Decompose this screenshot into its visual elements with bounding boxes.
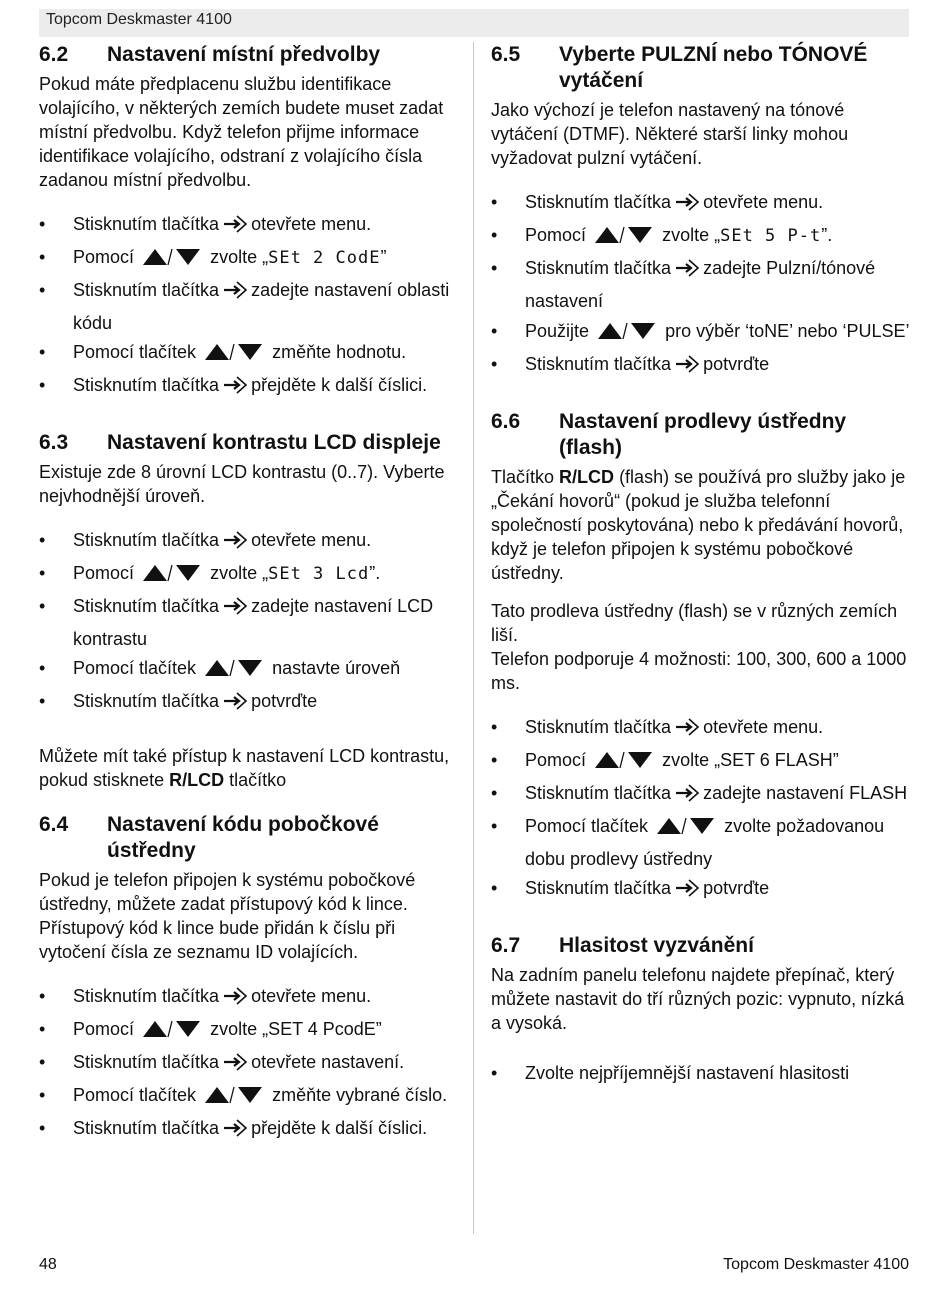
section-title: Hlasitost vyzvánění xyxy=(559,934,754,957)
up-down-triangle-icon xyxy=(656,816,716,845)
steps-list xyxy=(491,1059,911,1088)
menu-arrow-icon xyxy=(222,691,248,720)
list-item: • Pomocí tlačítek nastavte úroveň xyxy=(39,654,457,687)
list-item: • Stisknutím tlačítka otevřete menu. xyxy=(491,713,911,746)
section-intro: Jako výchozí je telefon nastavený na tónové vytáčení (DTMF). Některé starší linky mohou vyžadovat pulzní vytáčení. xyxy=(491,100,849,168)
section-heading xyxy=(39,812,457,864)
list-item: • Stisknutím tlačítka přejděte k další číslici. xyxy=(39,371,457,404)
section-heading xyxy=(39,430,457,456)
section-title: Nastavení prodlevy ústředny (flash) xyxy=(559,410,847,459)
list-item: • Stisknutím tlačítka otevřete menu. xyxy=(39,210,457,243)
section-number: 6.6 xyxy=(491,410,521,433)
list-item: • Pomocí tlačítek změňte vybrané číslo. xyxy=(39,1081,457,1114)
menu-arrow-icon xyxy=(674,717,700,746)
section-6-5 xyxy=(491,42,911,383)
list-item: • Stisknutím tlačítka zadejte nastavení oblasti kódu xyxy=(39,276,457,338)
section-note: Můžete mít také přístup k nastavení LCD kontrastu, pokud stisknete R/LCD tlačítko xyxy=(39,746,450,790)
section-heading xyxy=(491,409,911,461)
section-intro: Na zadním panelu telefonu najdete přepínač, který můžete nastavit do tří různých pozic: vypnuto, nízká a vysoká. xyxy=(491,965,905,1033)
section-heading xyxy=(491,42,911,94)
steps-list xyxy=(39,982,457,1147)
menu-arrow-icon xyxy=(674,783,700,812)
list-item: • Stisknutím tlačítka potvrďte xyxy=(491,874,911,907)
section-intro: Existuje zde 8 úrovní LCD kontrastu (0..7). Vyberte nejvhodnější úroveň. xyxy=(39,462,445,506)
list-item: • Pomocí zvolte „SET 6 FLASH” xyxy=(491,746,911,779)
up-down-triangle-icon xyxy=(142,247,202,276)
list-item: • Stisknutím tlačítka přejděte k další číslici. xyxy=(39,1114,457,1147)
section-paragraph: Telefon podporuje 4 možnosti: 100, 300, 600 a 1000 ms. xyxy=(491,649,907,693)
column-divider xyxy=(473,42,474,1234)
section-6-4 xyxy=(39,812,457,1147)
list-item: • Stisknutím tlačítka zadejte nastavení LCD kontrastu xyxy=(39,592,457,654)
list-item: • Stisknutím tlačítka otevřete menu. xyxy=(39,526,457,559)
section-intro: Pokud máte předplacenu službu identifikace volajícího, v některých zemích budete muset zadat místní předvolbu. Když telefon přijme informace identifikace volajícího, odstraní z volajícího čísla zadanou místní předvolbu. xyxy=(39,74,444,190)
menu-arrow-icon xyxy=(222,1052,248,1081)
list-item: • Stisknutím tlačítka otevřete menu. xyxy=(39,982,457,1015)
section-intro: Tlačítko R/LCD (flash) se používá pro služby jako je „Čekání hovorů“ (pokud je služba telefonní společností poskytována) nebo k předávání hovorů, když je telefon připojen k systému pobočkové ústředny. xyxy=(491,467,906,583)
section-number: 6.7 xyxy=(491,934,521,957)
section-heading xyxy=(491,933,911,959)
list-item: • Zvolte nejpříjemnější nastavení hlasitosti xyxy=(491,1059,911,1088)
menu-arrow-icon xyxy=(222,986,248,1015)
menu-arrow-icon xyxy=(674,354,700,383)
section-number: 6.5 xyxy=(491,43,521,66)
steps-list xyxy=(39,526,457,720)
section-6-7 xyxy=(491,933,911,1088)
list-item: • Pomocí tlačítek změňte hodnotu. xyxy=(39,338,457,371)
up-down-triangle-icon xyxy=(597,321,657,347)
up-down-triangle-icon xyxy=(142,563,202,592)
header-title: Topcom Deskmaster 4100 xyxy=(46,11,232,28)
up-down-triangle-icon xyxy=(142,1019,202,1048)
list-item: • Stisknutím tlačítka otevřete nastavení. xyxy=(39,1048,457,1081)
up-down-triangle-icon xyxy=(204,342,264,371)
up-down-triangle-icon xyxy=(594,225,654,254)
section-title: Nastavení kontrastu LCD displeje xyxy=(107,431,441,454)
menu-arrow-icon xyxy=(222,280,248,309)
lcd-text: SEt 5 P-t xyxy=(720,226,822,246)
footer-title: Topcom Deskmaster 4100 xyxy=(723,1256,909,1273)
list-item: • Pomocí zvolte „SET 4 PcodE” xyxy=(39,1015,457,1048)
steps-list xyxy=(491,713,911,907)
page-header xyxy=(39,9,909,37)
section-number: 6.2 xyxy=(39,43,69,66)
section-6-2 xyxy=(39,42,457,404)
up-down-triangle-icon xyxy=(204,1085,264,1114)
section-title: Nastavení místní předvolby xyxy=(107,43,381,66)
menu-arrow-icon xyxy=(674,878,700,907)
menu-arrow-icon xyxy=(222,214,248,243)
menu-arrow-icon xyxy=(222,530,248,559)
section-intro: Pokud je telefon připojen k systému pobočkové ústředny, můžete zadat přístupový kód k lince. Přístupový kód k lince bude přidán k číslu při vytočení čísla ze seznamu ID volajících. xyxy=(39,870,416,962)
list-item: • Stisknutím tlačítka zadejte Pulzní/tónové nastavení xyxy=(491,254,911,316)
list-item: • Pomocí tlačítek zvolte požadovanou dobu prodlevy ústředny xyxy=(491,812,911,874)
steps-list xyxy=(39,210,457,404)
section-paragraph: Tato prodleva ústředny (flash) se v různých zemích liší. xyxy=(491,601,898,645)
right-column xyxy=(491,42,911,1088)
menu-arrow-icon xyxy=(222,375,248,404)
menu-arrow-icon xyxy=(222,1118,248,1147)
up-down-triangle-icon xyxy=(594,750,654,779)
up-down-triangle-icon xyxy=(204,658,264,687)
list-item: • Použijte pro výběr ‘toNE’ nebo ‘PULSE’ xyxy=(491,319,911,347)
left-column xyxy=(39,42,457,1147)
list-item: • Stisknutím tlačítka zadejte nastavení FLASH xyxy=(491,779,911,812)
list-item: • Stisknutím tlačítka potvrďte xyxy=(39,687,457,720)
list-item: • Stisknutím tlačítka otevřete menu. xyxy=(491,188,911,221)
section-number: 6.4 xyxy=(39,813,69,836)
section-title: Vyberte PULZNÍ nebo TÓNOVÉ vytáčení xyxy=(559,43,868,92)
menu-arrow-icon xyxy=(674,258,700,287)
page-number: 48 xyxy=(39,1256,57,1273)
list-item: • Pomocí zvolte „SEt 5 P-t”. xyxy=(491,221,911,254)
menu-arrow-icon xyxy=(222,596,248,625)
list-item: • Stisknutím tlačítka potvrďte xyxy=(491,350,911,383)
menu-arrow-icon xyxy=(674,192,700,221)
steps-list xyxy=(491,188,911,383)
lcd-text: SEt 3 Lcd xyxy=(268,564,370,584)
lcd-text: SEt 2 CodE xyxy=(268,248,381,268)
section-number: 6.3 xyxy=(39,431,69,454)
list-item: • Pomocí zvolte „SEt 2 CodE” xyxy=(39,243,457,276)
section-6-6 xyxy=(491,409,911,907)
list-item: • Pomocí zvolte „SEt 3 Lcd”. xyxy=(39,559,457,592)
section-heading xyxy=(39,42,457,68)
section-title: Nastavení kódu pobočkové ústředny xyxy=(107,813,379,862)
section-6-3 xyxy=(39,430,457,792)
